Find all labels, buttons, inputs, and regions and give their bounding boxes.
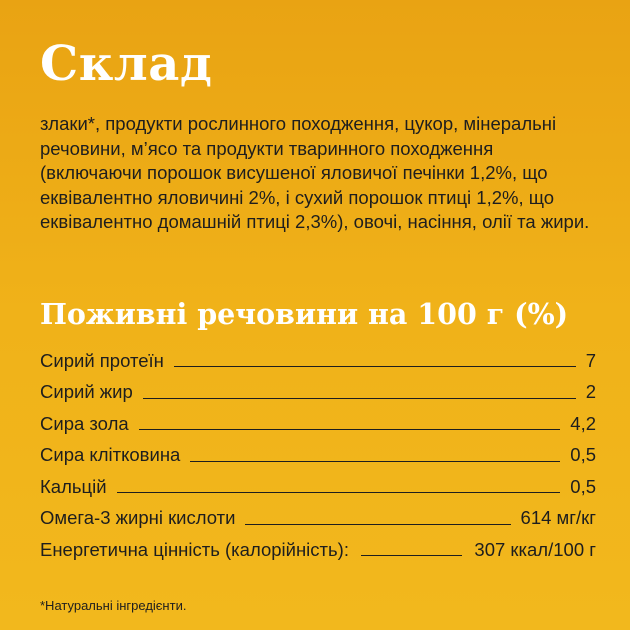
leader-line: [174, 366, 576, 367]
footnote: *Натуральні інгредієнти.: [40, 598, 187, 613]
leader-line: [143, 398, 576, 399]
nutrient-row-fat: [40, 377, 596, 409]
nutrient-name: Омега-3 жирні кислоти: [40, 507, 236, 529]
nutrient-row-omega3: [40, 503, 596, 535]
nutrient-value: 614 мг/кг: [520, 507, 596, 529]
nutrient-row-ash: [40, 408, 596, 440]
ingredients-text: злаки*, продукти рослинного походження, цукор, мінеральні речовини, м’ясо та продукти тваринного походження (включаючи порошок висушеної яловичої печінки 1,2%, що еквівалентно яловичині 2%, і сухий порошок птиці 1,2%, що еквівалентно домашній птиці 2,3%), овочі, насіння, олії та жири.: [40, 113, 590, 232]
nutrients-title: Поживні речовини на 100 г (%): [40, 297, 569, 331]
nutrient-name: Сира зола: [40, 412, 129, 434]
nutrient-value: 307 ккал/100 г: [474, 538, 596, 560]
nutrient-name: Сирий жир: [40, 381, 133, 403]
nutrient-row-calcium: [40, 471, 596, 503]
nutrient-value: 0,5: [570, 444, 596, 466]
nutrient-row-protein: [40, 345, 596, 377]
nutrient-row-fiber: [40, 440, 596, 472]
nutrient-name: Кальцій: [40, 475, 107, 497]
nutrients-table: [40, 345, 596, 566]
nutrient-row-energy: [40, 534, 596, 566]
leader-line: [361, 555, 462, 556]
nutrient-value: 0,5: [570, 475, 596, 497]
composition-title: Склад: [40, 36, 213, 92]
nutrient-value: 4,2: [570, 412, 596, 434]
nutrient-name: Енергетична цінність (калорійність):: [40, 538, 349, 560]
leader-line: [117, 492, 561, 493]
nutrient-value: 7: [585, 349, 596, 371]
leader-line: [190, 461, 560, 462]
nutrient-value: 2: [585, 381, 596, 403]
nutrient-name: Сирий протеїн: [40, 349, 164, 371]
leader-line: [245, 524, 510, 525]
leader-line: [139, 429, 561, 430]
nutrient-name: Сира клітковина: [40, 444, 181, 466]
